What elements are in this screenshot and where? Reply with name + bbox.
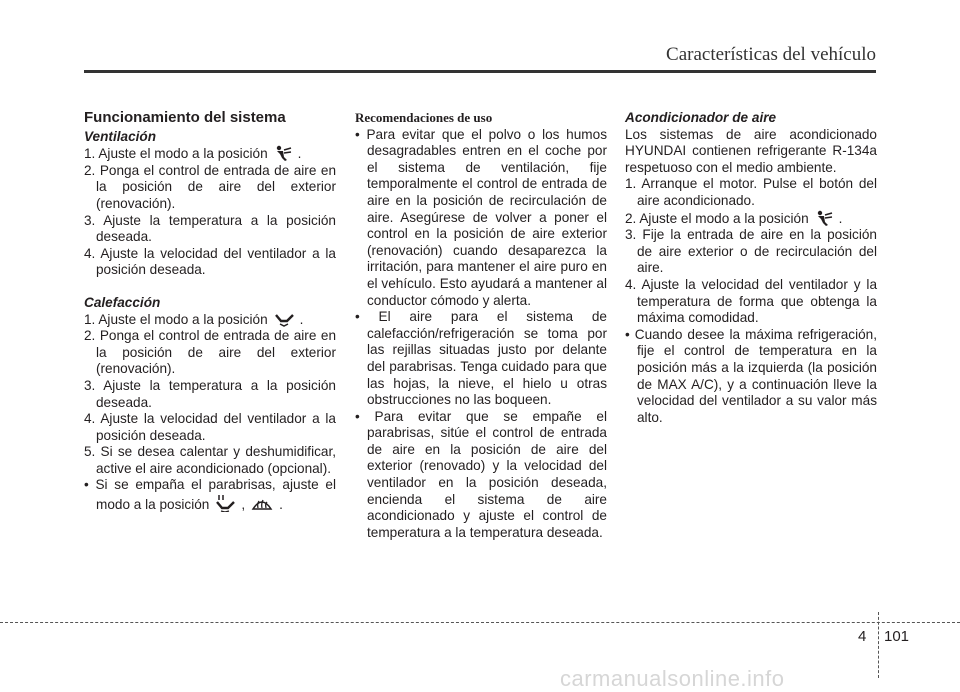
header-rule: [84, 70, 876, 73]
ventilation-heading: Ventilación: [84, 128, 157, 144]
list-item: 4. Ajuste la velocidad del ventilador a la posición deseada.: [84, 245, 336, 278]
list-item: • Para evitar que se empañe el parabrisas, sitúe el control de entrada de aire en la posición de aire del exterior (renovado) y la velocidad del ventilador en la posición deseada, encienda el sistema de aire acondicionado y ajuste el control de temperatura a la temperatura deseada.: [355, 408, 607, 540]
intro-paragraph: Los sistemas de aire acondicionado HYUNDAI contienen refrigerante R-134a respetuoso con el medio ambiente.: [625, 126, 877, 175]
list-item: • Para evitar que el polvo o los humos desagradables entren en el coche por el sistema de ventilación, fije temporalmente el control de entrada de aire en la posición de recirculación de aire. Asegúrese de volver a poner el control en la posición de aire exterior (renovación) cuando desaparezca la irritación, para mantener el aire puro en el vehículo. Esto ayudará a mantener al conductor cómodo y alerta.: [355, 126, 607, 308]
list-item: • Cuando desee la máxima refrigeración, fije el control de temperatura en la posición más a la izquierda (la posición de MAX A/C), y a continuación lleve la velocidad del ventilador a su valor más alto.: [625, 326, 877, 425]
list-item: 3. Ajuste la temperatura a la posición deseada.: [84, 212, 336, 245]
column-recommendations: [355, 110, 607, 541]
operation-heading: Funcionamiento del sistema: [84, 109, 286, 126]
list-item: 3. Fije la entrada de aire en la posición de aire exterior o de recirculación del aire.: [625, 227, 877, 276]
watermark: carmanualsonline.info: [560, 666, 785, 691]
air-conditioner-heading: Acondicionador de aire: [625, 110, 777, 125]
list-item: 3. Ajuste la temperatura a la posición deseada.: [84, 377, 336, 410]
list-item: 1. Ajuste el modo a la posición .: [84, 146, 302, 162]
face-vent-icon: [274, 145, 292, 161]
list-item: • El aire para el sistema de calefacción/refrigeración se toma por las rejillas situadas justo por delante del parabrisas. Tenga cuidado para que las hojas, la nieve, el hielo u otras obstrucciones no las boqueen.: [355, 309, 607, 408]
list-item: 4. Ajuste la velocidad del ventilador y la temperatura de forma que obtenga la máxima comodidad.: [625, 276, 877, 326]
column-operation: [84, 110, 336, 514]
list-item: 1. Arranque el motor. Pulse el botón del aire acondicionado.: [625, 176, 877, 208]
list-item: 2. Ajuste el modo a la posición .: [625, 210, 843, 226]
heating-steps: [84, 312, 336, 514]
recommendations-heading: Recomendaciones de uso: [355, 110, 493, 125]
list-item: • Si se empaña el parabrisas, ajuste el modo a la posición , .: [84, 477, 336, 513]
list-item: 5. Si se desea calentar y deshumidificar, active el aire acondicionado (opcional).: [84, 444, 336, 476]
list-item: 1. Ajuste el modo a la posición .: [84, 311, 304, 327]
recommendations-list: [355, 127, 607, 542]
windshield-defrost-icon: [251, 494, 273, 512]
face-vent-icon: [815, 210, 833, 226]
heating-heading: Calefacción: [84, 294, 161, 310]
list-item: 4. Ajuste la velocidad del ventilador a la posición deseada.: [84, 411, 336, 443]
air-conditioner-steps: [625, 176, 877, 426]
list-item: 2. Ponga el control de entrada de aire en la posición de aire del exterior (renovación).: [84, 162, 336, 211]
page-number: 101: [884, 628, 910, 645]
ventilation-steps: [84, 145, 336, 279]
section-title: Características del vehículo: [666, 44, 876, 65]
footer-rule: [0, 622, 960, 623]
floor-vent-icon: [274, 313, 294, 327]
floor-defrost-icon: [215, 494, 235, 512]
column-air-conditioner: [625, 110, 877, 426]
footer-divider: [878, 612, 879, 678]
chapter-number: 4: [858, 628, 867, 645]
list-item: 2. Ponga el control de entrada de aire en la posición de aire del exterior (renovación).: [84, 328, 336, 377]
